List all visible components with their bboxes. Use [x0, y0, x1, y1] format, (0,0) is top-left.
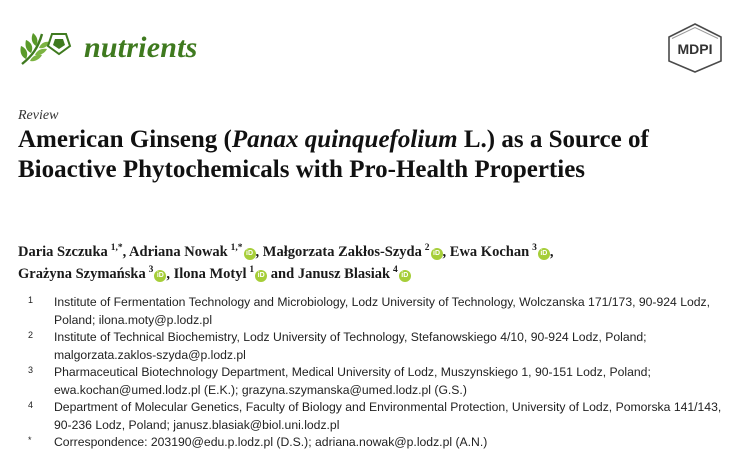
affiliation-text: Pharmaceutical Biotechnology Department, Medical University of Lodz, Muszynskiego 1, 90-151 Lodz, Poland; ewa.kochan@umed.lodz.pl (E.K.); grazyna.szymanska@umed.lodz.pl (G.S.) [54, 365, 651, 397]
author[interactable]: Adriana Nowak $^{1,*}$iD [129, 244, 255, 260]
article-type: Review [18, 108, 59, 123]
affiliation [18, 364, 738, 399]
affiliation-marker: 4 [28, 400, 34, 410]
author-list: Daria Szczuka $^{1,*}$, Adriana Nowak $^{1,*}$iD , Małgorzata Zakłos-Szyda $^2$iD , Ewa Kochan $^3$iD , Grażyna Szymańska $^3$iD , Ilona Motyl $^1$iD and Janusz Blasiak $^4$iD [18, 243, 554, 282]
orcid-icon[interactable]: iD [154, 270, 166, 282]
orcid-icon[interactable]: iD [538, 248, 550, 260]
journal-name: nutrients [84, 31, 198, 64]
article-title-species: Panax quinquefolium [231, 126, 458, 153]
correspondence-text: Correspondence: 203190@edu.p.lodz.pl (D.S.); adriana.nowak@p.lodz.pl (A.N.) [54, 435, 488, 449]
author[interactable]: Ewa Kochan $^3$iD [450, 244, 550, 260]
affiliation-marker: 3 [28, 365, 34, 375]
author[interactable]: Janusz Blasiak $^4$iD [298, 266, 411, 282]
affiliation-marker: 1 [28, 295, 34, 305]
affiliation-text: Institute of Fermentation Technology and Microbiology, Lodz University of Technology, Wolczanska 171/173, 90-924 Lodz, Poland; ilona.moty@p.lodz.pl [54, 295, 711, 327]
affiliation-list [18, 294, 738, 452]
affiliation-text: Institute of Technical Biochemistry, Lodz University of Technology, Stefanowskiego 4/10, 90-924 Lodz, Poland; malgorzata.zaklos-szyda@p.lodz.pl [54, 330, 647, 362]
author[interactable]: Daria Szczuka $^{1,*}$ [18, 243, 123, 260]
affiliation [18, 329, 738, 364]
affiliation-text: Department of Molecular Genetics, Faculty of Biology and Environmental Protection, University of Lodz, Pomorska 141/143, 90-236 Lodz, Poland; janusz.blasiak@biol.uni.lodz.pl [54, 400, 722, 432]
correspondence [18, 434, 738, 452]
publisher-name: MDPI [677, 41, 713, 57]
journal-logo[interactable] [18, 26, 198, 70]
affiliation [18, 294, 738, 329]
mdpi-logo-icon[interactable] [664, 22, 726, 74]
article-title-prefix: American Ginseng ( [18, 126, 232, 153]
affiliation [18, 399, 738, 434]
orcid-icon[interactable]: iD [431, 248, 443, 260]
article-title-suffix: L.) as a Source of Bioactive Phytochemicals with Pro-Health Properties [18, 126, 649, 183]
author[interactable]: Ilona Motyl $^1$iD [174, 266, 268, 282]
orcid-icon[interactable]: iD [244, 248, 256, 260]
author[interactable]: Małgorzata Zakłos-Szyda $^2$iD [263, 244, 443, 260]
masthead [18, 22, 726, 72]
author[interactable]: Grażyna Szymańska $^3$iD [18, 266, 166, 282]
affiliation-marker: 2 [28, 330, 34, 340]
orcid-icon[interactable]: iD [255, 270, 267, 282]
article-title [18, 125, 708, 185]
nutrients-leaf-emblem-icon [18, 26, 76, 70]
correspondence-marker: * [28, 435, 32, 445]
orcid-icon[interactable]: iD [399, 270, 411, 282]
